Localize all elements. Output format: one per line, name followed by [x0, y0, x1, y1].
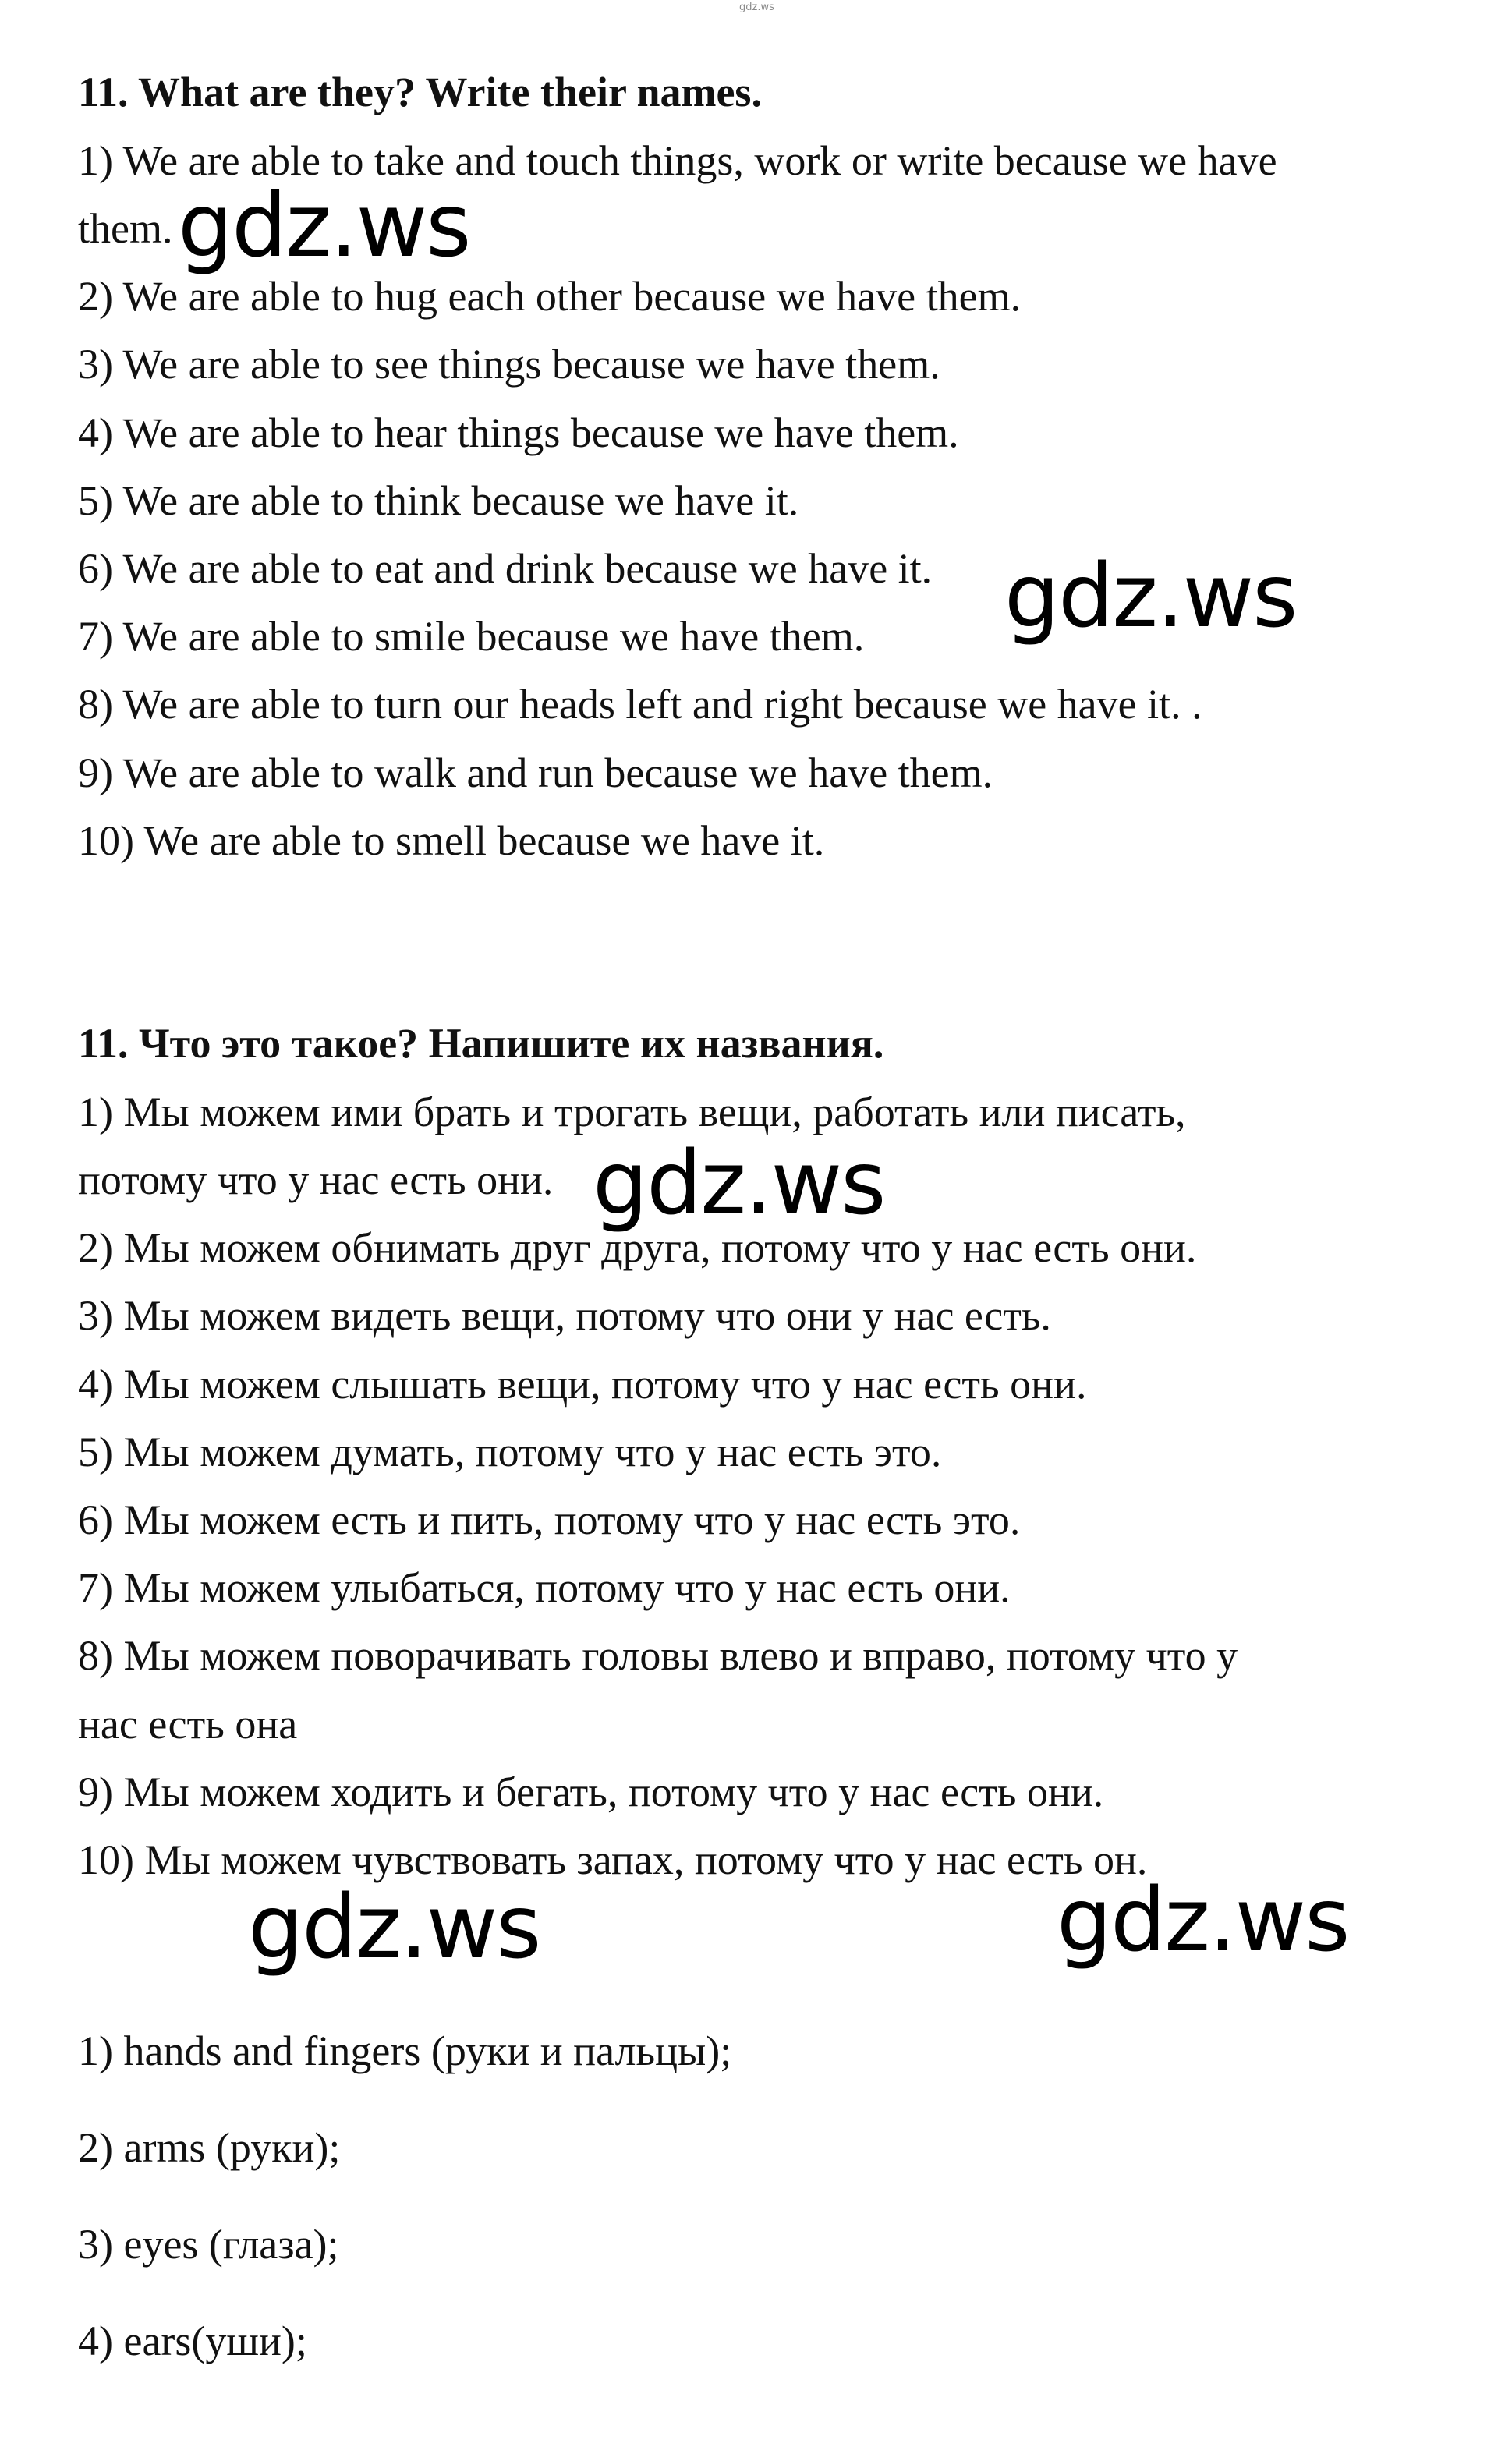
russian-line-9: 9) Мы можем ходить и бегать, потому что у нас есть они.	[78, 1769, 1104, 1815]
watermark: gdz.ws	[248, 1877, 540, 1978]
russian-line-8-cont: нас есть она	[78, 1701, 298, 1748]
english-line-1: 1) We are able to take and touch things, work or write because we have	[78, 137, 1277, 184]
russian-line-4: 4) Мы можем слышать вещи, потому что у нас есть они.	[78, 1361, 1087, 1408]
answer-1: 1) hands and fingers (руки и пальцы);	[78, 2027, 732, 2074]
watermark: gdz.ws	[1057, 1870, 1349, 1971]
answer-4: 4) ears(уши);	[78, 2318, 307, 2364]
russian-line-2: 2) Мы можем обнимать друг друга, потому что у нас есть они.	[78, 1224, 1197, 1271]
english-line-9: 9) We are able to walk and run because we have them.	[78, 749, 993, 796]
top-watermark: gdz.ws	[739, 2, 774, 13]
russian-line-8: 8) Мы можем поворачивать головы влево и вправо, потому что у	[78, 1632, 1238, 1679]
russian-line-7: 7) Мы можем улыбаться, потому что у нас есть они.	[78, 1564, 1011, 1611]
watermark: gdz.ws	[178, 175, 470, 277]
watermark: gdz.ws	[1004, 546, 1297, 647]
english-line-5: 5) We are able to think because we have it.	[78, 477, 799, 524]
russian-line-1-cont: потому что у нас есть они.	[78, 1156, 554, 1203]
english-line-1-cont: them.	[78, 205, 173, 252]
english-line-4: 4) We are able to hear things because we have them.	[78, 409, 959, 456]
english-line-8: 8) We are able to turn our heads left and right because we have it. .	[78, 681, 1202, 728]
russian-line-6: 6) Мы можем есть и пить, потому что у нас есть это.	[78, 1496, 1021, 1543]
english-line-2: 2) We are able to hug each other because we have them.	[78, 273, 1022, 320]
answer-3: 3) eyes (глаза);	[78, 2221, 339, 2268]
russian-line-1: 1) Мы можем ими брать и трогать вещи, работать или писать,	[78, 1089, 1186, 1135]
answer-2: 2) arms (руки);	[78, 2124, 341, 2171]
english-line-7: 7) We are able to smile because we have them.	[78, 613, 865, 660]
english-line-6: 6) We are able to eat and drink because we have it.	[78, 545, 933, 592]
russian-heading: 11. Что это такое? Напишите их названия.	[78, 1020, 884, 1067]
english-line-10: 10) We are able to smell because we have it.	[78, 817, 825, 864]
russian-line-3: 3) Мы можем видеть вещи, потому что они у нас есть.	[78, 1292, 1051, 1339]
english-heading: 11. What are they? Write their names.	[78, 69, 762, 115]
watermark: gdz.ws	[593, 1133, 885, 1234]
english-line-3: 3) We are able to see things because we have them.	[78, 341, 940, 388]
russian-line-10: 10) Мы можем чувствовать запах, потому что у нас есть он.	[78, 1836, 1148, 1883]
russian-line-5: 5) Мы можем думать, потому что у нас есть это.	[78, 1429, 942, 1475]
